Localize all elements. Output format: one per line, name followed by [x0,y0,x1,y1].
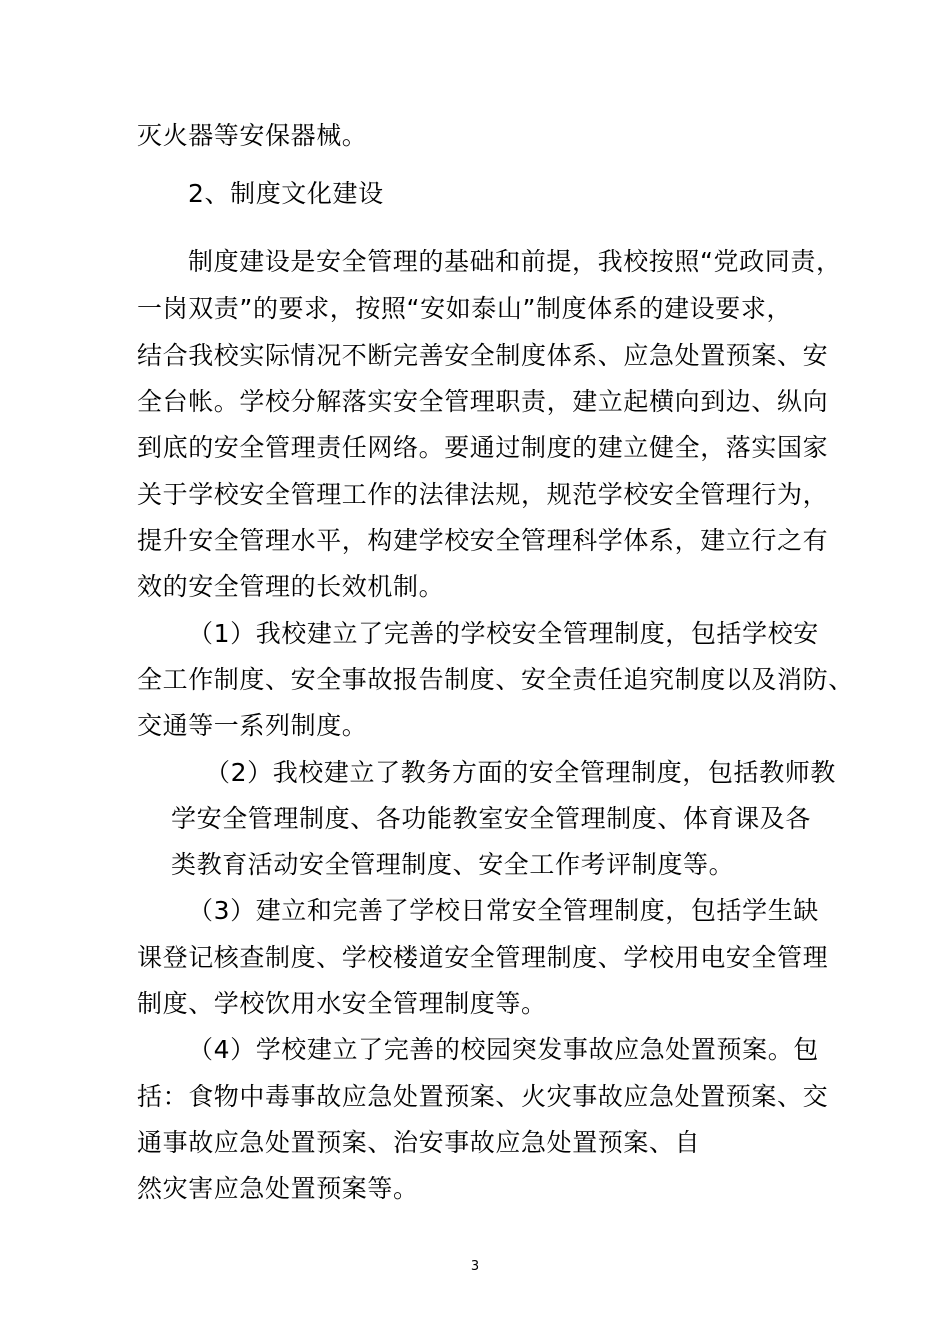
text-line: 通事故应急处置预案、治安事故应急处置预案、自 [137,1128,701,1157]
list-item: （1）我校建立了完善的学校安全管理制度，包括学校安 [188,619,819,648]
text-line: 制度、学校饮用水安全管理制度等。 [137,989,547,1018]
text-line: 制度建设是安全管理的基础和前提，我校按照“党政同责， [188,247,842,276]
text-line: 到底的安全管理责任网络。要通过制度的建立健全，落实国家 [137,433,829,462]
list-item: （4）学校建立了完善的校园突发事故应急处置预案。包 [188,1035,819,1064]
text-line: 课登记核查制度、学校楼道安全管理制度、学校用电安全管理 [137,943,829,972]
text-line: 全台帐。学校分解落实安全管理职责，建立起横向到边、纵向 [137,387,829,416]
list-item: （2）我校建立了教务方面的安全管理制度，包括教师教 [205,758,836,787]
text-line: 提升安全管理水平，构建学校安全管理科学体系，建立行之有 [137,526,829,555]
list-item: （3）建立和完善了学校日常安全管理制度，包括学生缺 [188,896,819,925]
text-line: 全工作制度、安全事故报告制度、安全责任追究制度以及消防、 [137,665,854,694]
section-heading: 2、制度文化建设 [188,179,384,208]
text-line: 效的安全管理的长效机制。 [137,572,445,601]
text-line: 学安全管理制度、各功能教室安全管理制度、体育课及各 [171,804,812,833]
text-line: 类教育活动安全管理制度、安全工作考评制度等。 [171,850,735,879]
text-line: 括：食物中毒事故应急处置预案、火灾事故应急处置预案、交 [137,1082,829,1111]
text-line: 交通等一系列制度。 [137,711,368,740]
page-number: 3 [470,1259,480,1274]
text-line: 关于学校安全管理工作的法律法规，规范学校安全管理行为， [137,480,829,509]
text-line: 然灾害应急处置预案等。 [137,1174,419,1203]
text-line: 结合我校实际情况不断完善安全制度体系、应急处置预案、安 [137,341,829,370]
text-line: 灭火器等安保器械。 [137,121,368,150]
text-line: 一岗双责”的要求，按照“安如泰山”制度体系的建设要求， [137,294,793,323]
